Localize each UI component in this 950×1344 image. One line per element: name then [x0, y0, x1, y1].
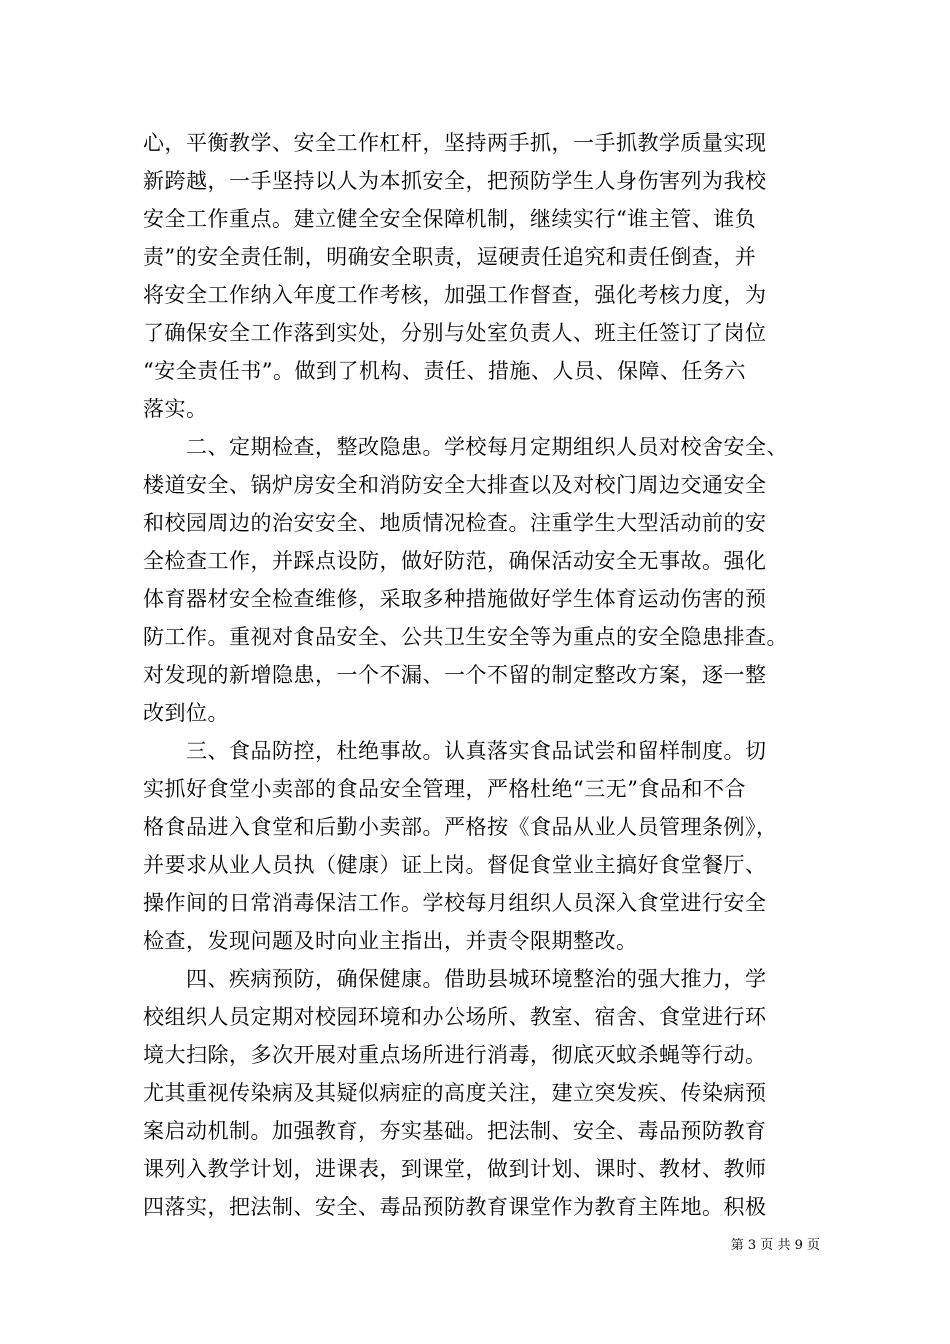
- text-line: 尤其重视传染病及其疑似病症的高度关注，建立突发疾、传染病预: [143, 1081, 767, 1105]
- text-line: 了确保安全工作落到实处，分别与处室负责人、班主任签订了岗位: [143, 321, 767, 345]
- paragraph-start-line: 三、食品防控，杜绝事故。认真落实食品试尝和留样制度。切: [143, 739, 767, 763]
- paragraph-start-line: 四、疾病预防，确保健康。借助县城环境整治的强大推力，学: [143, 967, 767, 991]
- text-line: 防工作。重视对食品安全、公共卫生安全等为重点的安全隐患排查。: [143, 625, 788, 649]
- text-line: 案启动机制。加强教育，夯实基础。把法制、安全、毒品预防教育: [143, 1119, 767, 1143]
- text-line: 校组织人员定期对校园环境和办公场所、教室、宿舍、食堂进行环: [143, 1005, 767, 1029]
- text-line: 对发现的新增隐患，一个不漏、一个不留的制定整改方案，逐一整: [143, 663, 767, 687]
- text-line: 安全工作重点。建立健全安全保障机制，继续实行“谁主管、谁负: [143, 207, 757, 231]
- text-line: 并要求从业人员执（健康）证上岗。督促食堂业主搞好食堂餐厅、: [143, 853, 767, 877]
- text-line: 和校园周边的治安安全、地质情况检查。注重学生大型活动前的安: [143, 511, 767, 535]
- text-line: 全检查工作，并踩点设防，做好防范，确保活动安全无事故。强化: [143, 549, 767, 573]
- text-line: 境大扫除，多次开展对重点场所进行消毒，彻底灭蚊杀蝇等行动。: [143, 1043, 767, 1067]
- page-number-footer: 第 3 页 共 9 页: [730, 1238, 820, 1253]
- text-line: 将安全工作纳入年度工作考核，加强工作督查，强化考核力度，为: [143, 283, 767, 307]
- text-line: 楼道安全、锅炉房安全和消防安全大排查以及对校门周边交通安全: [143, 473, 767, 497]
- text-line: 四落实，把法制、安全、毒品预防教育课堂作为教育主阵地。积极: [143, 1195, 767, 1219]
- text-line: 落实。: [143, 397, 208, 421]
- text-line: 课列入教学计划，进课表，到课堂，做到计划、课时、教材、教师: [143, 1157, 767, 1181]
- text-line: 格食品进入食堂和后勤小卖部。严格按《食品从业人员管理条例》，: [143, 815, 778, 839]
- text-line: 操作间的日常消毒保洁工作。学校每月组织人员深入食堂进行安全: [143, 891, 767, 915]
- text-line: 体育器材安全检查维修，采取多种措施做好学生体育运动伤害的预: [143, 587, 767, 611]
- text-line: 责”的安全责任制，明确安全职责，逗硬责任追究和责任倒查，并: [143, 245, 757, 269]
- text-line: 检查，发现问题及时向业主指出，并责令限期整改。: [143, 929, 638, 953]
- text-line: 实抓好食堂小卖部的食品安全管理，严格杜绝“三无”食品和不合: [143, 777, 746, 801]
- text-line: 新跨越，一手坚持以人为本抓安全，把预防学生人身伤害列为我校: [143, 169, 767, 193]
- text-line: “安全责任书”。做到了机构、责任、措施、人员、保障、任务六: [143, 359, 746, 383]
- text-line: 心，平衡教学、安全工作杠杆，坚持两手抓，一手抓教学质量实现: [143, 131, 767, 155]
- text-line: 改到位。: [143, 701, 229, 725]
- paragraph-start-line: 二、定期检查，整改隐患。学校每月定期组织人员对校舍安全、: [143, 435, 788, 459]
